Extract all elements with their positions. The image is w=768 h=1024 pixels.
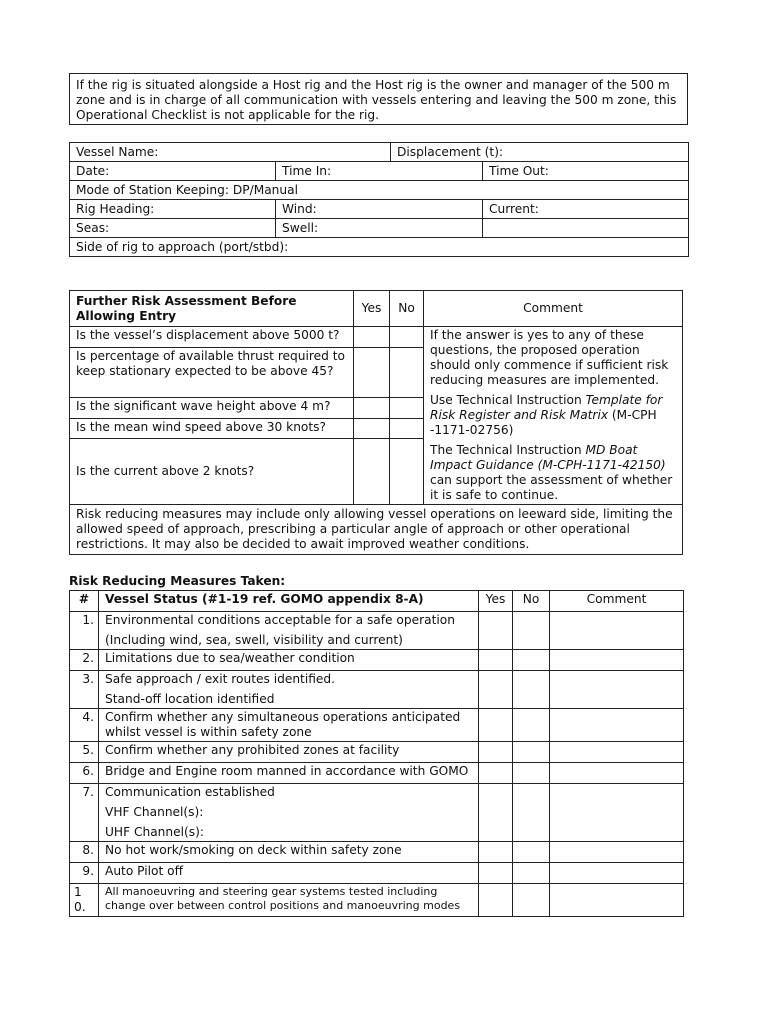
comment-cell[interactable] (550, 784, 684, 842)
risk-assessment-header: Further Risk Assessment Before Allowing Entry (70, 291, 354, 327)
item-text: Bridge and Engine room manned in accordance with GOMO (99, 763, 479, 784)
no-cell[interactable] (390, 327, 424, 348)
table-row (70, 162, 689, 181)
date-field[interactable]: Date: (70, 162, 276, 181)
intro-note: If the rig is situated alongside a Host rig and the Host rig is the owner and manager of the 500 m zone and is in charge of all communication with vessels entering and leaving the 500 m zone, this Operational Checklist is not applicable for the rig. (69, 73, 688, 125)
approach-side-field[interactable]: Side of rig to approach (port/stbd): (70, 238, 689, 257)
comment-cell[interactable] (550, 709, 684, 742)
question-wave-height: Is the significant wave height above 4 m? (70, 398, 354, 418)
table-row (70, 219, 689, 238)
risk-footer-note: Risk reducing measures may include only allowing vessel operations on leeward side, limiting the allowed speed of approach, prescribing a particular angle of approach or other operational restrictions. It may also be decided to await improved weather conditions. (70, 505, 683, 555)
table-row (70, 842, 684, 863)
item-number: 8. (70, 842, 99, 863)
time-out-field[interactable]: Time Out: (483, 162, 689, 181)
item-number: 2. (70, 650, 99, 671)
no-cell[interactable] (513, 763, 550, 784)
no-cell[interactable] (513, 863, 550, 884)
time-in-field[interactable]: Time In: (276, 162, 483, 181)
item-text: No hot work/smoking on deck within safety zone (99, 842, 479, 863)
yes-cell[interactable] (479, 671, 513, 709)
item-number: 9. (70, 863, 99, 884)
item-text: Communication established VHF Channel(s): UHF Channel(s): (99, 784, 479, 842)
comment-cell[interactable] (550, 763, 684, 784)
yes-cell[interactable] (354, 327, 390, 348)
yes-cell[interactable] (354, 348, 390, 398)
item-text: All manoeuvring and steering gear systems tested including change over between control positions and manoeuvring modes (99, 884, 479, 917)
item-number: 4. (70, 709, 99, 742)
no-column-header: No (390, 291, 424, 327)
number-column-header: # (70, 591, 99, 612)
no-cell[interactable] (513, 742, 550, 763)
comment-cell[interactable] (550, 884, 684, 917)
yes-column-header: Yes (479, 591, 513, 612)
yes-cell[interactable] (479, 612, 513, 650)
item-number: 6. (70, 763, 99, 784)
yes-cell[interactable] (479, 709, 513, 742)
comment-paragraph: The Technical Instruction MD Boat Impact Guidance (M-CPH-1171-42150) can support the assessment of whether it is safe to continue. (430, 443, 673, 502)
comment-cell[interactable] (550, 863, 684, 884)
no-cell[interactable] (513, 709, 550, 742)
table-row (70, 763, 684, 784)
seas-field[interactable]: Seas: (70, 219, 276, 238)
item-number: 1. (70, 612, 99, 650)
table-row (70, 742, 684, 763)
yes-cell[interactable] (354, 398, 390, 418)
item-number: 1 0. (70, 884, 99, 917)
yes-cell[interactable] (479, 863, 513, 884)
no-cell[interactable] (390, 348, 424, 398)
table-row (70, 784, 684, 842)
table-row (70, 291, 683, 327)
item-text: Auto Pilot off (99, 863, 479, 884)
question-current: Is the current above 2 knots? (70, 438, 354, 504)
item-text: Environmental conditions acceptable for a safe operation (Including wind, sea, swell, visibility and current) (99, 612, 479, 650)
comment-cell[interactable] (550, 742, 684, 763)
yes-cell[interactable] (479, 884, 513, 917)
yes-cell[interactable] (479, 784, 513, 842)
item-text: Confirm whether any prohibited zones at facility (99, 742, 479, 763)
empty-cell[interactable] (483, 219, 689, 238)
yes-cell[interactable] (354, 418, 390, 438)
yes-cell[interactable] (479, 650, 513, 671)
table-row (70, 591, 684, 612)
rig-heading-field[interactable]: Rig Heading: (70, 200, 276, 219)
current-field[interactable]: Current: (483, 200, 689, 219)
table-row (70, 143, 689, 162)
item-number: 3. (70, 671, 99, 709)
comment-column-header: Comment (424, 291, 683, 327)
measures-title: Risk Reducing Measures Taken: (69, 574, 286, 588)
question-displacement: Is the vessel’s displacement above 5000 t? (70, 327, 354, 348)
no-cell[interactable] (513, 884, 550, 917)
comment-paragraph: If the answer is yes to any of these questions, the proposed operation should only commence if sufficient risk reducing measures are implemented. (430, 328, 669, 387)
no-cell[interactable] (513, 784, 550, 842)
comment-paragraph: Use Technical Instruction Template for Risk Register and Risk Matrix (M-CPH -1171-02756) (430, 393, 663, 437)
wind-field[interactable]: Wind: (276, 200, 483, 219)
table-row (70, 671, 684, 709)
displacement-field[interactable]: Displacement (t): (391, 143, 689, 162)
comment-cell[interactable] (550, 842, 684, 863)
comment-cell[interactable] (550, 650, 684, 671)
station-keeping-field[interactable]: Mode of Station Keeping: DP/Manual (70, 181, 689, 200)
table-row (70, 200, 689, 219)
yes-column-header: Yes (354, 291, 390, 327)
no-cell[interactable] (390, 438, 424, 504)
table-row (70, 505, 683, 555)
no-cell[interactable] (390, 418, 424, 438)
table-row (70, 238, 689, 257)
vessel-info-table (69, 142, 689, 257)
question-wind-speed: Is the mean wind speed above 30 knots? (70, 418, 354, 438)
item-number: 7. (70, 784, 99, 842)
item-text: Confirm whether any simultaneous operations anticipated whilst vessel is within safety zone (99, 709, 479, 742)
table-row (70, 181, 689, 200)
no-cell[interactable] (513, 612, 550, 650)
comment-column-header: Comment (550, 591, 684, 612)
table-row (70, 612, 684, 650)
risk-assessment-table (69, 290, 683, 555)
table-row (70, 327, 683, 348)
table-row (70, 863, 684, 884)
no-cell[interactable] (513, 650, 550, 671)
vessel-name-field[interactable]: Vessel Name: (70, 143, 391, 162)
swell-field[interactable]: Swell: (276, 219, 483, 238)
table-row (70, 650, 684, 671)
table-row (70, 709, 684, 742)
question-thrust: Is percentage of available thrust required to keep stationary expected to be above 45? (70, 348, 354, 398)
yes-cell[interactable] (479, 742, 513, 763)
status-column-header: Vessel Status (#1-19 ref. GOMO appendix 8-A) (99, 591, 479, 612)
no-cell[interactable] (513, 671, 550, 709)
table-row (70, 884, 684, 917)
item-text: Safe approach / exit routes identified. Stand-off location identified (99, 671, 479, 709)
no-cell[interactable] (513, 842, 550, 863)
yes-cell[interactable] (479, 763, 513, 784)
item-number: 5. (70, 742, 99, 763)
no-column-header: No (513, 591, 550, 612)
yes-cell[interactable] (479, 842, 513, 863)
measures-table (69, 590, 684, 917)
risk-comment-cell (424, 327, 683, 505)
no-cell[interactable] (390, 398, 424, 418)
yes-cell[interactable] (354, 438, 390, 504)
item-text: Limitations due to sea/weather condition (99, 650, 479, 671)
comment-cell[interactable] (550, 612, 684, 650)
comment-cell[interactable] (550, 671, 684, 709)
